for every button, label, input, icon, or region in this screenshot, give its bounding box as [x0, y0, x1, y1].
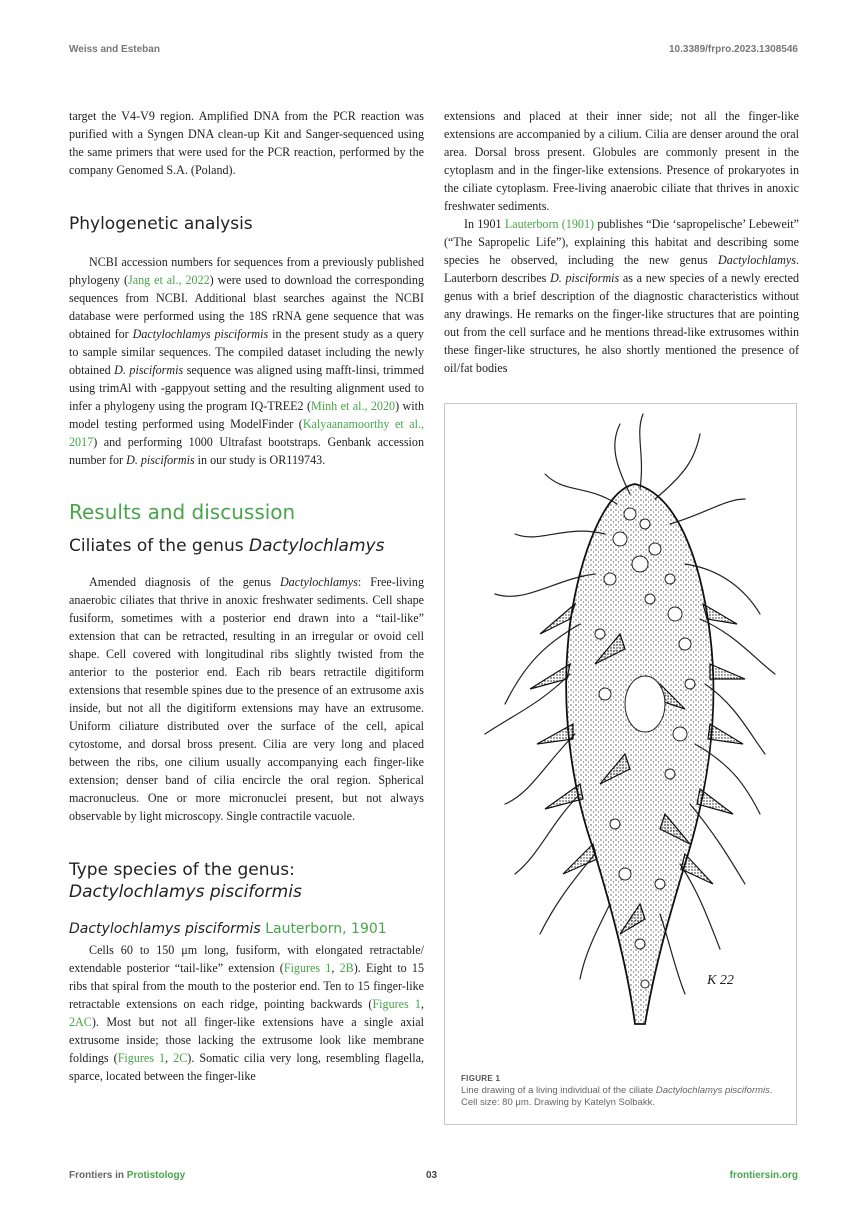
ciliates-genus-heading: Ciliates of the genus Dactylochlamys	[69, 536, 385, 556]
ref-figure-1[interactable]: Figures 1	[283, 961, 332, 975]
right-column	[444, 107, 799, 377]
amended-diagnosis-paragraph: Amended diagnosis of the genus Dactylochlamys: Free-living anaerobic ciliates that thrive in anoxic freshwater sediments. Cell shape fusiform, sometimes with a posterior end drawn into a “tail-like” extension that can be retracted, resulting in an irregular or ovoid cell shape. Cell covered with longitudinal ribs slightly twisted from the anterior to the posterior end. Each rib bears retractile digitiform extensions that resemble spines due to the presence of an extrusome axis inside, but not all the digitiform extensions may have an extrusome. Uniform ciliature distributed over the surface of the cell, apical cytostome, and dorsal bross present. Cilia are very long and placed between the ribs, one cilium usually accompanying each finger-like extension; denser band of cilia encircle the oral region. Spherical macronucleus. One or more micronuclei present, but not always observable by light microscopy. Single contractile vacuole.	[69, 575, 425, 823]
ref-lauterborn-1901-heading[interactable]: Lauterborn, 1901	[265, 921, 387, 937]
species-description-paragraph: Cells 60 to 150 μm long, fusiform, with elongated retractable/ extendable posterior “tail-like” extension (Figures 1, 2B). Eight to 15 ribs that spiral from the mouth to the posterior end. Ten to 15 finger-like retractable extensions on each ridge, pointing backwards (Figures 1, 2AC). Most but not all finger-like extensions have a single axial extrusome inside; those lacking the extrusome look like membrane foldings (Figures 1, 2C). Somatic cilia very long, resembling flagella, sparce, located between the finger-like	[69, 943, 425, 1083]
figure-label: FIGURE 1	[461, 1074, 501, 1083]
footer-page-number: 03	[426, 1170, 438, 1181]
running-header-authors: Weiss and Esteban	[69, 44, 160, 55]
ref-figure-2b[interactable]: 2B	[339, 961, 354, 975]
lauterborn-paragraph: In 1901 Lauterborn (1901) publishes “Die ‘sapropelische’ Lebeweit” (“The Sapropelic Life”), explaining this habitat and describing some species he observed, including the new genus Dactylochlamys. Lauterborn describes D. pisciformis as a new species of a newly erected genus with a brief description of the diagnostic characteristics without any drawings. He remarks on the finger-like structures that are pointing out from the cell surface and he mentions thread-like extrusomes within these finger-like structures, he also shortly mentioned the presence of oil/fat bodies	[444, 217, 799, 375]
figure-1	[444, 403, 797, 1125]
species-continued-paragraph: extensions and placed at their inner side; not all the finger-like extensions are accompanied by a cilium. Cilia are denser around the oral area. Dorsal bross present. Globules are commonly present in the cytoplasm and in the finger-like extensions. Presence of prokaryotes in the ciliate cytoplasm. Free-living anaerobic ciliate that thrives in anoxic freshwater sediments.	[444, 109, 799, 213]
species-heading: Dactylochlamys pisciformis Lauterborn, 1901	[69, 921, 387, 937]
ref-figure-2c[interactable]: 2C	[173, 1051, 188, 1065]
phylogenetic-paragraph: NCBI accession numbers for sequences from a previously published phylogeny (Jang et al., 2022) were used to download the corresponding sequences from NCBI. Additional blast searches against the NCBI database were performed using the 18S rRNA gene sequence that was obtained for Dactylochlamys pisciformis in the present study as a query to sample similar sequences. The compiled dataset including the newly obtained D. pisciformis sequence was aligned using mafft-linsi, trimmed using trimAl with -gappyout setting and the resulting alignment used to infer a phylogeny using the program IQ-TREE2 (Minh et al., 2020) with model testing performed using ModelFinder (Kalyaanamoorthy et al., 2017) and performing 1000 Ultrafast bootstraps. Genbank accession number for D. pisciformis in our study is OR119743.	[69, 255, 424, 467]
left-column	[69, 107, 424, 1085]
footer-site-link[interactable]: frontiersin.org	[729, 1170, 798, 1181]
ref-kalyaanamoorthy-2017[interactable]: Kalyaanamoorthy et al., 2017	[69, 417, 424, 449]
ref-minh-2020[interactable]: Minh et al., 2020	[311, 399, 396, 413]
results-discussion-heading: Results and discussion	[69, 500, 296, 524]
ref-lauterborn-1901[interactable]: Lauterborn (1901)	[504, 217, 595, 231]
type-species-heading: Type species of the genus: Dactylochlamys pisciformis	[69, 860, 302, 902]
footer-journal[interactable]: Frontiers in Protistology	[69, 1170, 186, 1181]
phylogenetic-analysis-heading: Phylogenetic analysis	[69, 214, 253, 234]
methods-paragraph: target the V4-V9 region. Amplified DNA from the PCR reaction was purified with a Syngen DNA clean-up Kit and Sanger-sequenced using the same primers that were used for the PCR reaction, performed by the company Genomed S.A. (Poland).	[69, 109, 424, 177]
ciliate-line-drawing	[445, 404, 796, 1064]
figure-caption-text: Line drawing of a living individual of the ciliate Dactylochlamys pisciformis. Cell size: 80 μm. Drawing by Katelyn Solbakk.	[461, 1085, 773, 1108]
ref-jang-2022[interactable]: Jang et al., 2022	[128, 273, 210, 287]
ref-figure-2ac[interactable]: 2AC	[69, 1015, 92, 1029]
drawing-signature: K 22	[707, 973, 734, 988]
running-header-doi[interactable]: 10.3389/frpro.2023.1308546	[669, 44, 798, 55]
ref-figure-1[interactable]: Figures 1	[372, 997, 421, 1011]
ref-figure-1[interactable]: Figures 1	[117, 1051, 166, 1065]
figure-caption	[461, 1074, 781, 1109]
